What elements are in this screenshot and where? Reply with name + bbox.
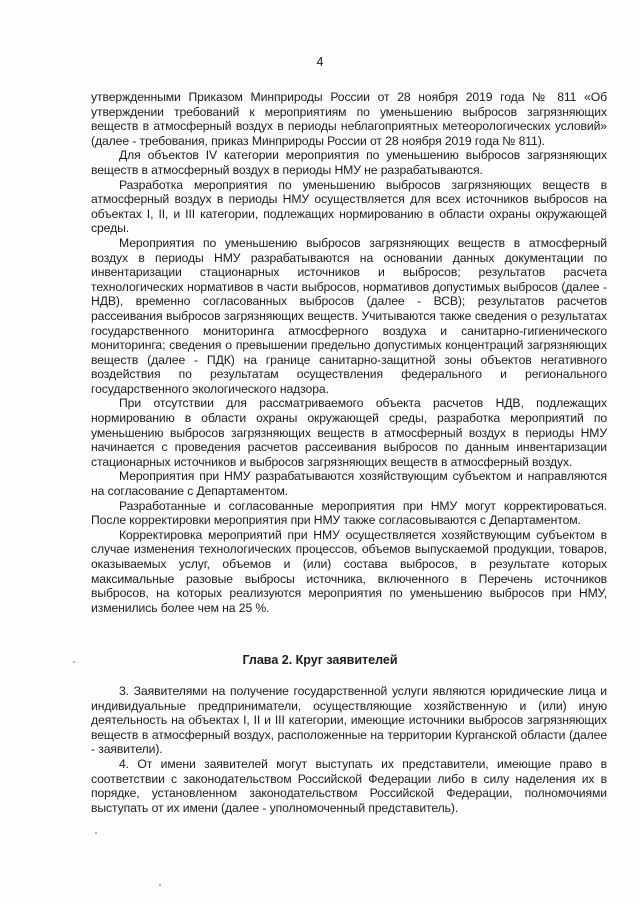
scan-speck [73,661,75,663]
paragraph-basis-data: Мероприятия по уменьшению выбросов загрязняющих веществ в атмосферный воздух в периоды НМУ разрабатываются на основании данных документации по инвентаризации стационарных источников и выбросов; результатов расчета технологических нормативов в части выбросов, нормативов допустимых выбросов (далее - НДВ), временно согласованных выбросов (далее - ВСВ); результатов расчетов рассеивания выбросов загрязняющих веществ. Учитываются также сведения о результатах государственного мониторинга атмосферного воздуха и санитарно-гигиенического мониторинга; сведения о превышении предельно допустимых концентраций загрязняющих веществ (далее - ПДК) на границе санитарно-защитной зоны объектов негативного воздействия по результатам осуществления федерального и региональногo государственного экологического надзора. [91,235,607,396]
paragraph-submission: Мероприятия при НМУ разрабатываются хозяйствующим субъектом и направляются на согласование с Департаментом. [91,469,607,499]
paragraph-correction-conditions: Корректировка мероприятий при НМУ осуществляется хозяйствующим субъектом в случае изменения технологических процессов, объемов выпускаемой продукции, товаров, оказываемых услуг, объемов и (или) состава выбросов, в результате которых максимальные разовые выбросы источника, включенного в Перечень источников выбросов, на которых реализуются мероприятия по уменьшению выбросов при НМУ, изменились более чем на 25 %. [91,527,607,615]
paragraph-development: Разработка мероприятия по уменьшению выбросов загрязняющих веществ в атмосферный воздух в периоды НМУ осуществляется для всех источников выбросов на объектах I, II, и III категории, подлежащих нормированию в области охраны окружающей среды. [91,177,607,236]
page-number: 4 [316,55,324,69]
paragraph-representatives: 4. От имени заявителей могут выступать их представители, имеющие право в соответствии с законодательством Российской Федерации либо в силу наделения их в порядке, установленном законодательством Российской Федерации, полномочиями выступать от их имени (далее - уполномоченный представитель). [91,756,607,815]
paragraph-applicants: 3. Заявителями на получение государственной услуги являются юридические лица и индивидуальные предприниматели, осуществляющие хозяйственную и (или) иную деятельность на объектах I, II и III категории, имеющие источники выбросов загрязняющих веществ в атмосферный воздух, расположенные на территории Курганской области (далее - заявители). [91,684,607,757]
scan-speck [159,884,161,886]
paragraph-absence-ndv: При отсутствии для рассматриваемого объекта расчетов НДВ, подлежащих нормированию в области охраны окружающей среды, разработка мероприятий по уменьшению выбросов загрязняющих веществ в атмосферный воздух в периоды НМУ начинается с проведения расчетов рассеивания выбросов по данным инвентаризации стационарных источников и выбросов загрязняющих веществ в атмосферный воздух. [91,396,607,469]
paragraph-correction: Разработанные и согласованные мероприятия при НМУ могут корректироваться. После корректировки мероприятия при НМУ также согласовываются с Департаментом. [91,498,607,528]
paragraph-continuation: утвержденными Приказом Минприроды России от 28 ноября 2019 года № 811 «Об утверждении требований к мероприятиям по уменьшению выбросов загрязняющих веществ в атмосферный воздух в периоды неблагоприятных метеорологических условий» (далее - требования, приказ Минприроды России от 28 ноября 2019 года № 811). [91,90,607,148]
chapter-heading: Глава 2. Круг заявителей [242,653,398,667]
scan-speck [95,832,97,834]
applicants-section [91,684,607,815]
body-text-section [91,90,607,615]
paragraph-category-iv: Для объектов IV категории мероприятия по уменьшению выбросов загрязняющих веществ в атмосферный воздух в периоды НМУ не разрабатываются. [91,148,607,177]
